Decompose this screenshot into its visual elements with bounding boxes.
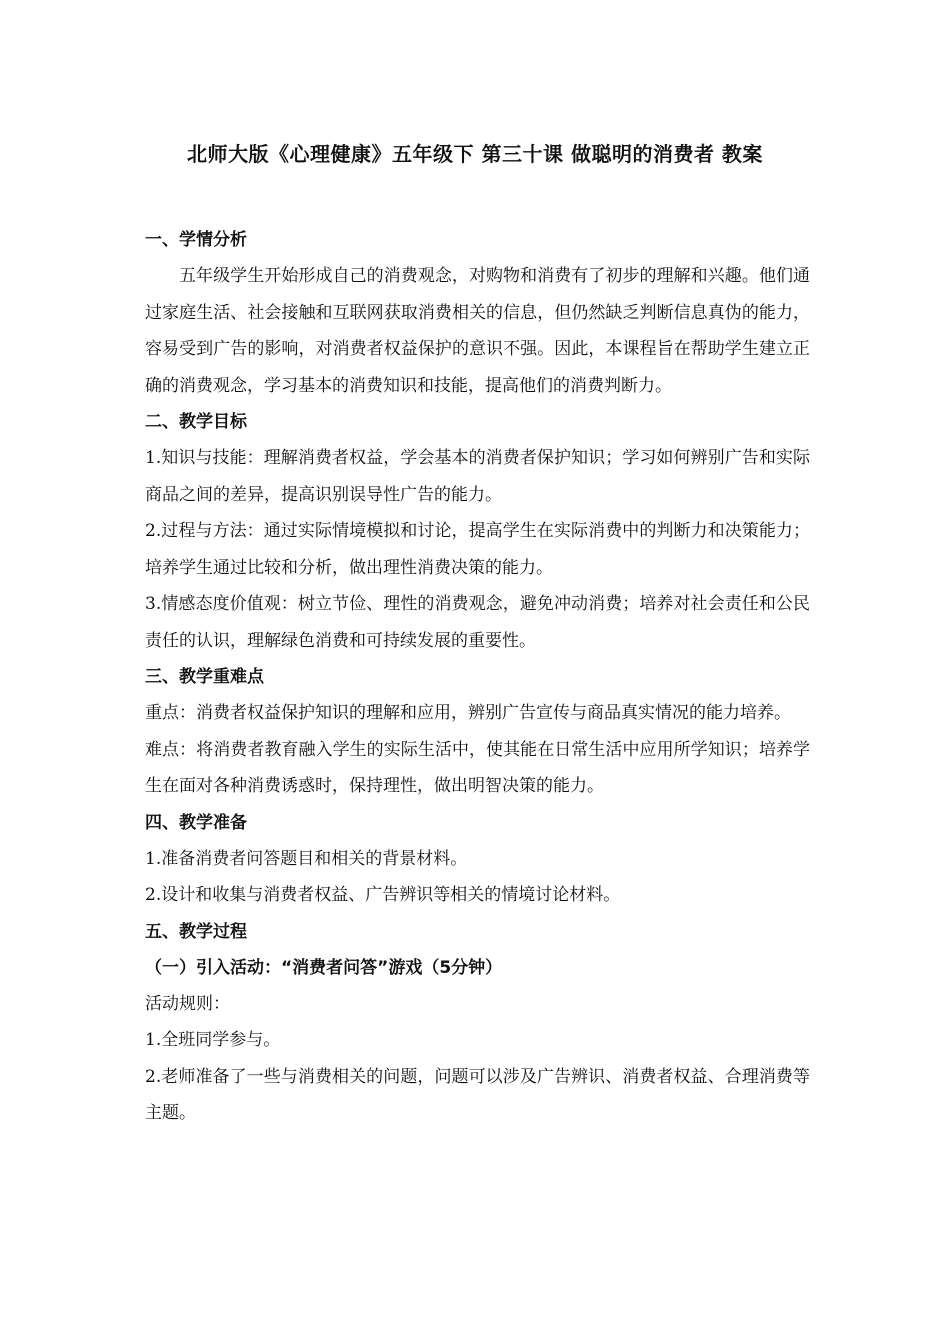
section-heading-key-points: 三、教学重难点 — [145, 667, 264, 687]
section-heading-preparation: 四、教学准备 — [145, 812, 247, 833]
preparation-item: 1.准备消费者问答题目和相关的背景材料。 — [145, 848, 468, 869]
goal-item: 2.过程与方法：通过实际情境模拟和讨论，提高学生在实际消费中的判断力和决策能力；培养学生通过比较和分析，做出理性消费决策的能力。 — [145, 521, 810, 578]
document-body — [145, 222, 810, 1132]
rule-item: 1.全班同学参与。 — [145, 1030, 281, 1050]
document-title: 北师大版《心理健康》五年级下 第三十课 做聪明的消费者 教案 — [187, 142, 763, 166]
rule-item: 2.老师准备了一些与消费相关的问题，问题可以涉及广告辨识、消费者权益、合理消费等主题。 — [145, 1066, 810, 1123]
analysis-paragraph: 五年级学生开始形成自己的消费观念，对购物和消费有了初步的理解和兴趣。他们通过家庭生活、社会接触和互联网获取消费相关的信息，但仍然缺乏判断信息真伪的能力，容易受到广告的影响，对消费者权益保护的意识不强。因此，本课程旨在帮助学生建立正确的消费观念，学习基本的消费知识和技能，提高他们的消费判断力。 — [145, 266, 810, 396]
section-heading-analysis: 一、学情分析 — [145, 230, 247, 250]
key-point-item: 重点：消费者权益保护知识的理解和应用，辨别广告宣传与商品真实情况的能力培养。 — [145, 703, 791, 723]
goal-item: 3.情感态度价值观：树立节俭、理性的消费观念，避免冲动消费；培养对社会责任和公民责任的认识，理解绿色消费和可持续发展的重要性。 — [145, 594, 810, 651]
goal-item: 1.知识与技能：理解消费者权益，学会基本的消费者保护知识；学习如何辨别广告和实际商品之间的差异，提高识别误导性广告的能力。 — [145, 448, 810, 505]
preparation-item: 2.设计和收集与消费者权益、广告辨识等相关的情境讨论材料。 — [145, 885, 621, 905]
rules-label: 活动规则： — [145, 993, 230, 1014]
difficulty-item: 难点：将消费者教育融入学生的实际生活中，使其能在日常生活中应用所学知识；培养学生在面对各种消费诱惑时，保持理性，做出明智决策的能力。 — [145, 739, 810, 796]
subsection-heading-intro-activity: （一）引入活动：“消费者问答”游戏（5分钟） — [145, 957, 503, 978]
section-heading-process: 五、教学过程 — [145, 921, 247, 942]
section-heading-goals: 二、教学目标 — [145, 412, 247, 432]
